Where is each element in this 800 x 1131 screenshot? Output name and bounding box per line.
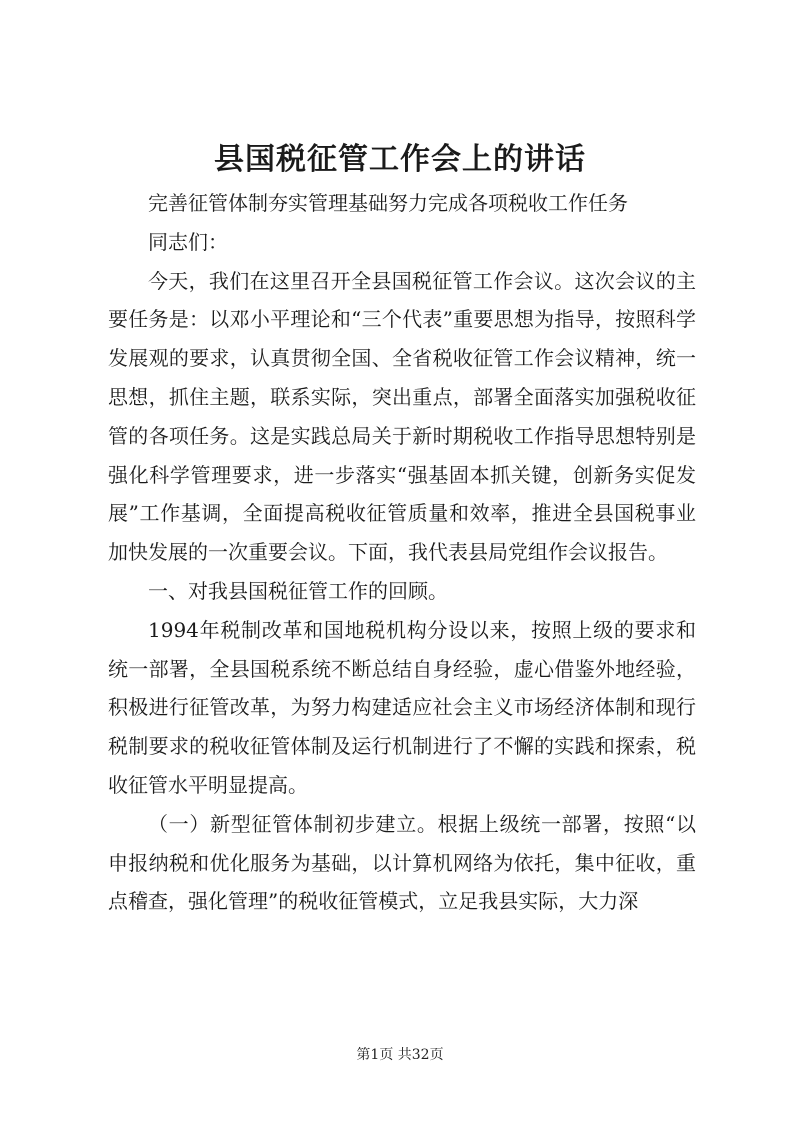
document-body	[108, 184, 696, 921]
section-heading-paragraph: 一、对我县国税征管工作的回顾。	[148, 578, 448, 603]
body-paragraph: 1994年税制改革和国地税机构分设以来，按照上级的要求和统一部署，全县国税系统不断总结自身经验，虚心借鉴外地经验，积极进行征管改革，为努力构建适应社会主义市场经济体制和现行税制要求的税收征管体制及运行机制进行了不懈的实践和探索，税收征管水平明显提高。	[108, 617, 696, 797]
body-paragraph: （一）新型征管体制初步建立。根据上级统一部署，按照“以申报纳税和优化服务为基础，以计算机网络为依托，集中征收，重点稽查，强化管理”的税收征管模式，立足我县实际，大力深	[108, 811, 696, 914]
salutation-paragraph: 同志们：	[148, 229, 228, 254]
subtitle-paragraph: 完善征管体制夯实管理基础努力完成各项税收工作任务	[148, 191, 628, 215]
document-title: 县国税征管工作会上的讲话	[214, 142, 586, 177]
page-footer: 第1页 共32页	[356, 1047, 444, 1063]
body-paragraph: 今天，我们在这里召开全县国税征管工作会议。这次会议的主要任务是：以邓小平理论和“三个代表”重要思想为指导，按照科学发展观的要求，认真贯彻全国、全省税收征管工作会议精神，统一思想，抓住主题，联系实际，突出重点，部署全面落实加强税收征管的各项任务。这是实践总局关于新时期税收工作指导思想特别是强化科学管理要求，进一步落实“强基固本抓关键，创新务实促发展”工作基调，全面提高税收征管质量和效率，推进全县国税事业加快发展的一次重要会议。下面，我代表县局党组作会议报告。	[108, 268, 696, 565]
